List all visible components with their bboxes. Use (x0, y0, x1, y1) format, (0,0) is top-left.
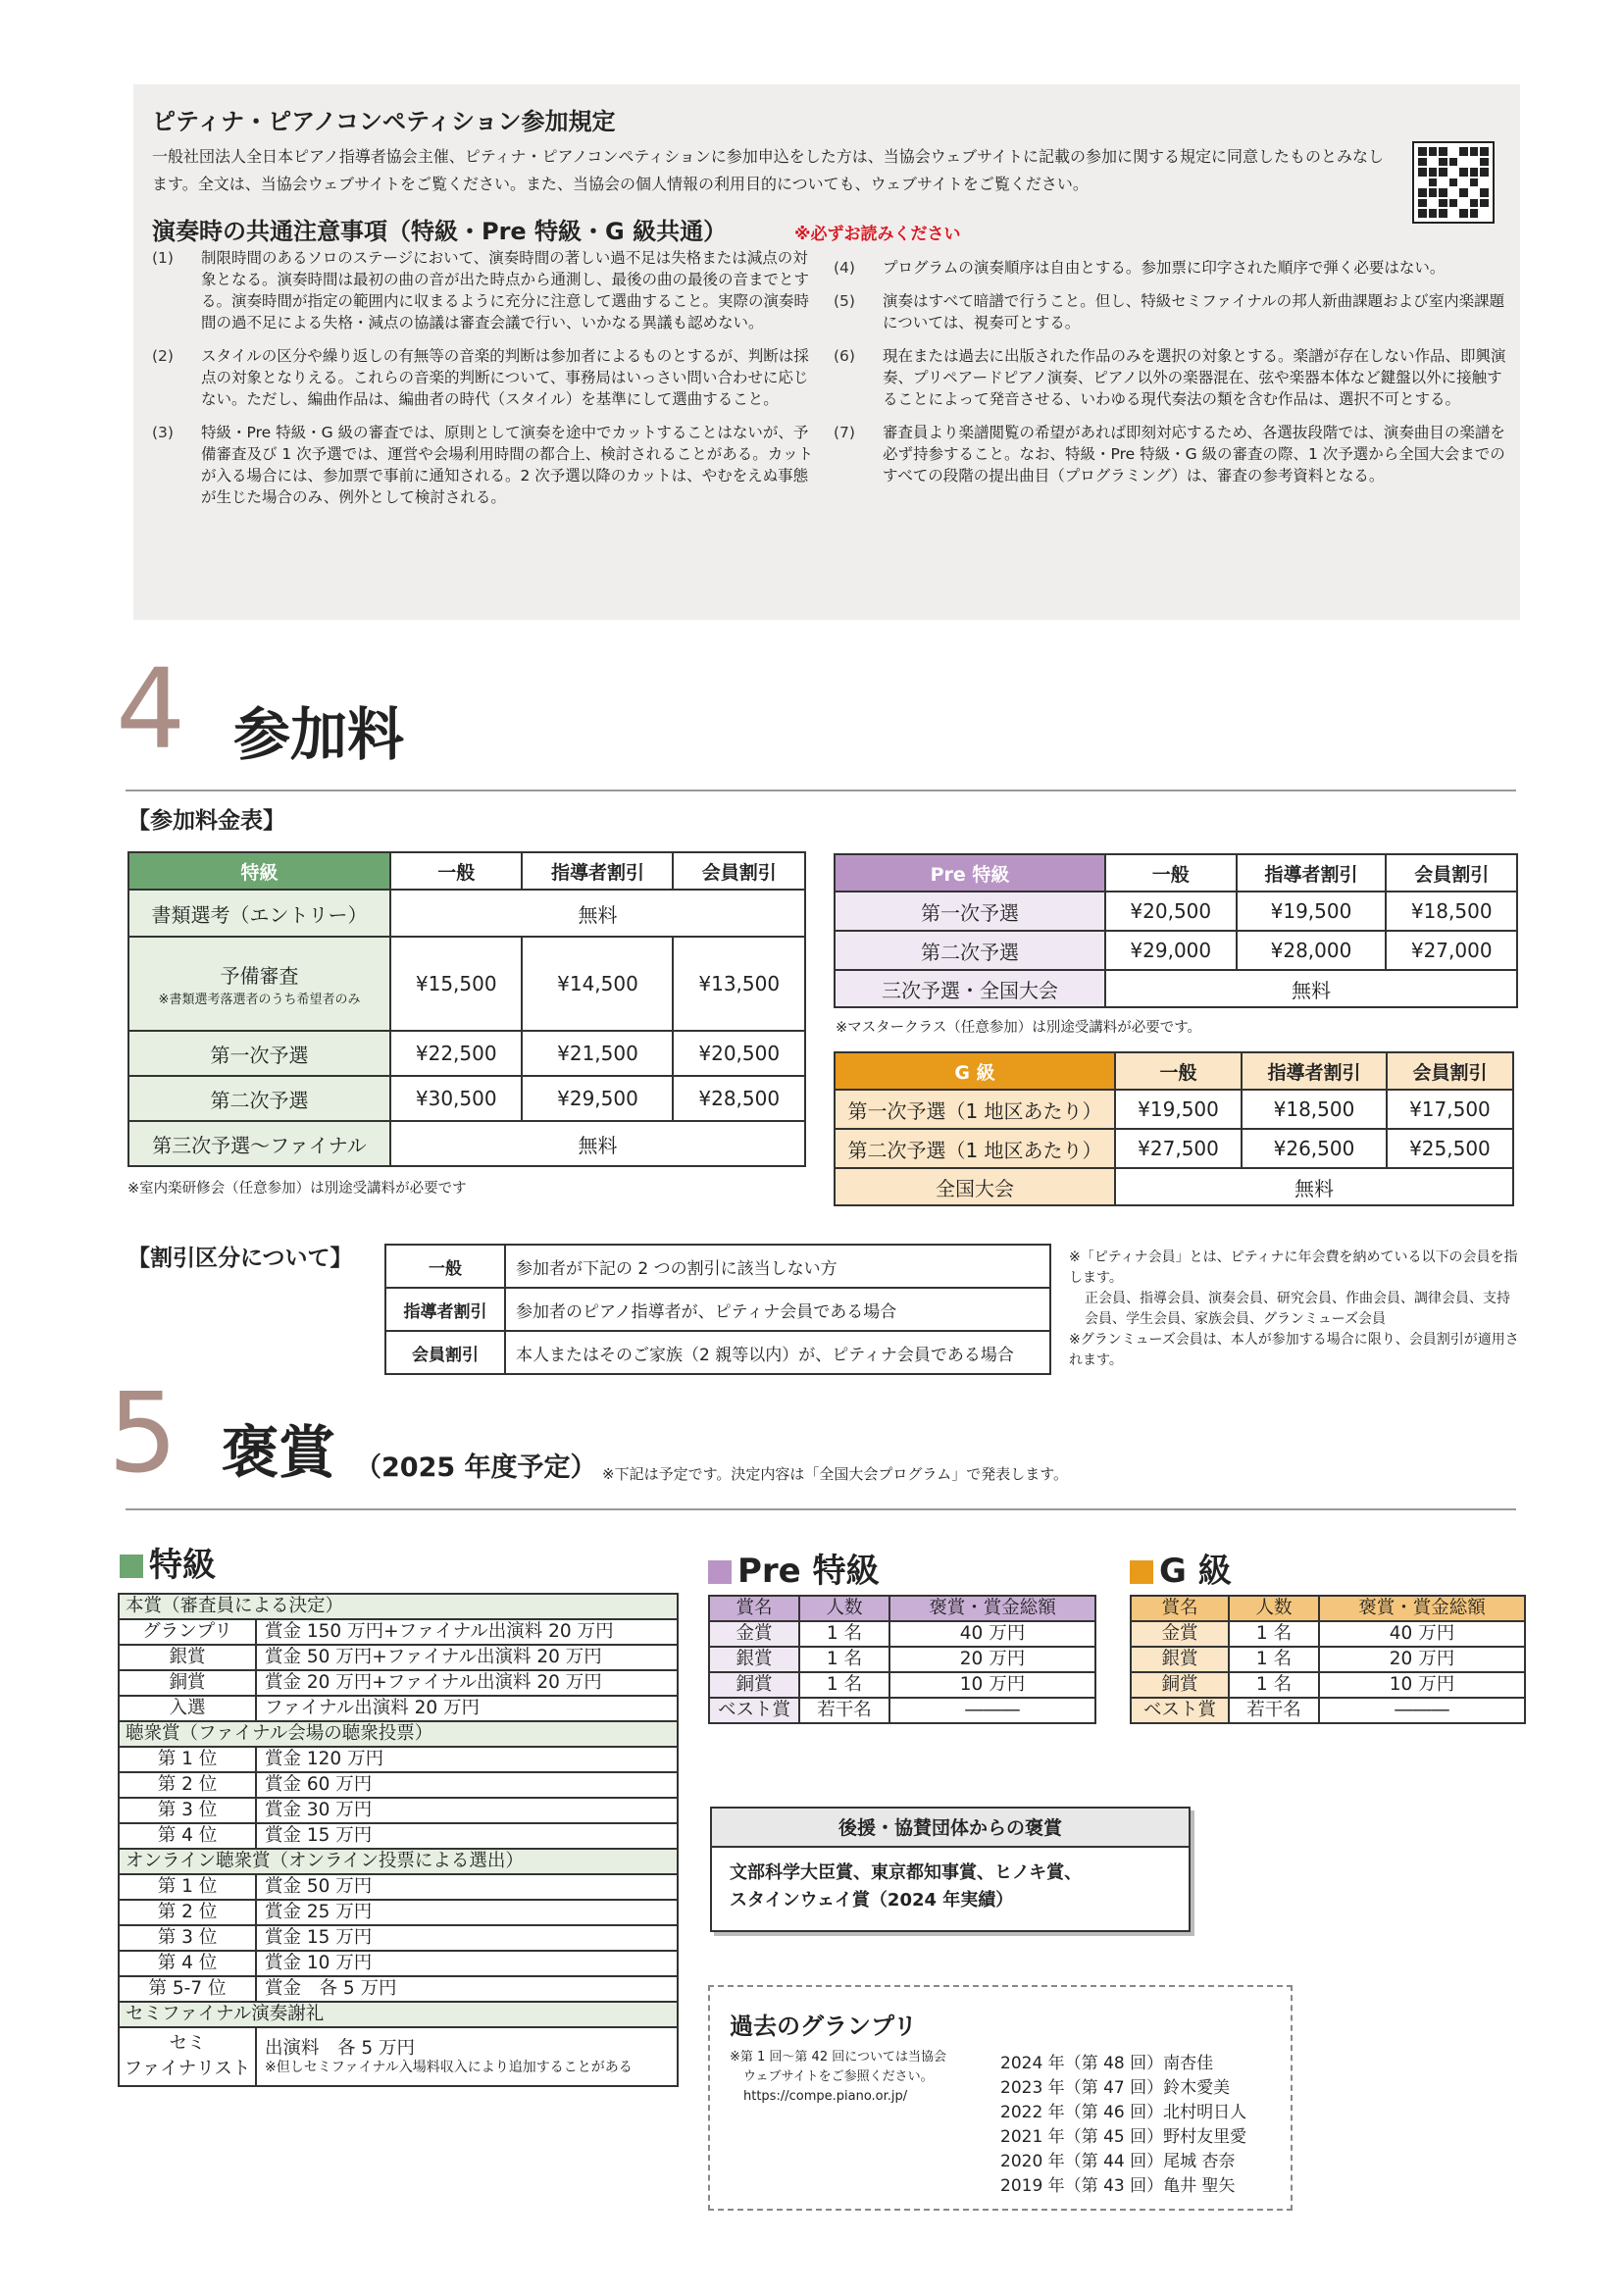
row-label: 第三次予選～ファイナル (128, 1121, 390, 1166)
pre-award-table (708, 1595, 1096, 1724)
fee-cell: ¥25,500 (1387, 1129, 1513, 1168)
award-name: ベスト賞 (1131, 1698, 1229, 1723)
award-count: 1 名 (799, 1621, 889, 1647)
award-name: セミ ファイナリスト (119, 2027, 256, 2086)
col-member: 会員割引 (1386, 854, 1517, 892)
fee-cell: ¥30,500 (390, 1076, 522, 1121)
fee-cell: ¥29,500 (522, 1076, 673, 1121)
award-count: 1 名 (1229, 1621, 1319, 1647)
award-prize: 10 万円 (889, 1672, 1095, 1698)
fee-cell: ¥20,500 (1105, 892, 1237, 931)
rules-title: ピティナ・ピアノコンペティション参加規定 (152, 108, 616, 135)
award-count: 1 名 (1229, 1647, 1319, 1672)
discount-table (384, 1244, 1051, 1375)
fee-cell: ¥18,500 (1386, 892, 1517, 931)
discount-desc: 本人またはそのご家族（2 親等以内）が、ピティナ会員である場合 (505, 1331, 1050, 1374)
fee-cell: ¥15,500 (390, 937, 522, 1031)
note-item: (6) 現在または過去に出版された作品のみを選択の対象とする。楽譜が存在しない作品、即興演奏、プリペアードピアノ演奏、ピアノ以外の楽器混在、弦や楽器本体など鍵盤以外に接触することによって発音させる、いわゆる現代奏法の類を含む作品は、選択不可とする。 (834, 347, 1506, 408)
pre-header: Pre 特級 (835, 854, 1105, 892)
notes-right-column (834, 257, 1510, 498)
col-general: 一般 (1105, 854, 1237, 892)
discount-key: 指導者割引 (385, 1288, 505, 1331)
common-notes-title: 演奏時の共通注意事項（特級・Pre 特級・G 級共通） (152, 218, 728, 245)
fee-cell: ¥28,500 (673, 1076, 805, 1121)
award-name: 第 1 位 (119, 1874, 256, 1900)
pre-award-heading: Pre 特級 (708, 1544, 880, 1592)
qr-code-icon (1412, 141, 1495, 224)
award-group-title: 本賞（審査員による決定） (119, 1594, 678, 1619)
col-count: 人数 (1229, 1596, 1319, 1621)
award-prize: 賞金 150 万円+ファイナル出演料 20 万円 (256, 1619, 678, 1645)
section-5-note: ※下記は予定です。決定内容は「全国大会プログラム」で発表します。 (602, 1465, 1069, 1483)
award-prize: ――― (889, 1698, 1095, 1723)
col-prize: 褒賞・賞金総額 (889, 1596, 1095, 1621)
col-teacher: 指導者割引 (1237, 854, 1387, 892)
section-4-title: 参加料 (233, 701, 405, 768)
row-label: 第一次予選（1 地区あたり） (835, 1090, 1115, 1129)
award-name: 第 4 位 (119, 1823, 256, 1849)
tokkyu-fee-table (127, 851, 806, 1167)
row-label: 書類選考（エントリー） (128, 890, 390, 937)
award-prize: 賞金 30 万円 (256, 1798, 678, 1823)
tokkyu-award-heading: 特級 (120, 1538, 216, 1586)
list-item: 2021 年（第 45 回）野村友里愛 (1000, 2127, 1247, 2147)
fee-cell: ¥19,500 (1115, 1090, 1242, 1129)
fee-cell: ¥20,500 (673, 1031, 805, 1076)
list-item: 2020 年（第 44 回）尾城 杏奈 (1000, 2152, 1236, 2171)
award-group-title: セミファイナル演奏謝礼 (119, 2002, 678, 2027)
g-header: G 級 (835, 1052, 1115, 1090)
award-count: 1 名 (799, 1647, 889, 1672)
col-award: 賞名 (709, 1596, 799, 1621)
past-grandprix-box (708, 1985, 1293, 2211)
award-prize: 40 万円 (889, 1621, 1095, 1647)
award-prize: ――― (1319, 1698, 1525, 1723)
row-label: 予備審査 ※書類選考落選者のうち希望者のみ (128, 937, 390, 1031)
award-name: 第 4 位 (119, 1951, 256, 1976)
rules-intro: 一般社団法人全日本ピアノ指導者協会主催、ピティナ・ピアノコンペティションに参加申込をした方は、当協会ウェブサイトに記載の参加に関する規定に同意したものとみなします。全文は、当協会ウェブサイトをご覧ください。また、当協会の個人情報の利用目的についても、ウェブサイトをご覧ください。 (152, 147, 1385, 193)
fee-cell: ¥13,500 (673, 937, 805, 1031)
award-group-title: オンライン聴衆賞（オンライン投票による選出） (119, 1849, 678, 1874)
award-name: 銅賞 (119, 1670, 256, 1696)
row-label: 全国大会 (835, 1168, 1115, 1205)
fee-table-label: 【参加料金表】 (127, 808, 285, 834)
award-count: 若干名 (1229, 1698, 1319, 1723)
note-item: (2) スタイルの区分や繰り返しの有無等の音楽的判断は参加者によるものとするが、判断は採点の対象となりえる。これらの音楽的判断について、事務局はいっさい問い合わせに応じない。ただし、編曲作品は、編曲者の時代（スタイル）を基準にして選曲すること。 (152, 347, 809, 408)
award-name: 銅賞 (709, 1672, 799, 1698)
section-5-year: （2025 年度予定） (355, 1453, 597, 1483)
list-item: 2019 年（第 43 回）亀井 聖矢 (1000, 2176, 1236, 2196)
row-label: 第一次予選 (128, 1031, 390, 1076)
g-award-heading: G 級 (1130, 1544, 1232, 1592)
support-award-title: 後援・協賛団体からの褒賞 (712, 1809, 1189, 1848)
award-count: 若干名 (799, 1698, 889, 1723)
note-item: (3) 特級・Pre 特級・G 級の審査では、原則として演奏を途中でカットすることはないが、予備審査及び 1 次予選では、運営や会場利用時間の都合上、検討されることがある。カットが入る場合には、参加票で事前に通知される。2 次予選以降のカットは、やむをえぬ事態が生じた場合のみ、例外として検討される。 (152, 424, 814, 506)
award-name: 入選 (119, 1696, 256, 1721)
fee-cell: ¥26,500 (1242, 1129, 1387, 1168)
award-prize: 賞金 15 万円 (256, 1823, 678, 1849)
discount-key: 一般 (385, 1245, 505, 1288)
past-grandprix-list (1000, 2052, 1246, 2199)
award-name: ベスト賞 (709, 1698, 799, 1723)
support-award-body: 文部科学大臣賞、東京都知事賞、ヒノキ賞、 スタインウェイ賞（2024 年実績） (730, 1862, 1083, 1911)
award-name: 銀賞 (1131, 1647, 1229, 1672)
fee-cell: ¥27,500 (1115, 1129, 1242, 1168)
award-name: 第 3 位 (119, 1925, 256, 1951)
note-item: (7) 審査員より楽譜閲覧の希望があれば即刻対応するため、各選抜段階では、演奏曲目の楽譜を必ず持参すること。なお、特級・Pre 特級・G 級の審査の際、1 次予選から全国大会までのすべての段階の提出曲目（プログラミング）は、審査の参考資料となる。 (834, 424, 1505, 484)
list-item: 2024 年（第 48 回）南杏佳 (1000, 2054, 1214, 2073)
award-prize: 賞金 60 万円 (256, 1772, 678, 1798)
pre-fee-note: ※マスタークラス（任意参加）は別途受講料が必要です。 (836, 1020, 1202, 1036)
col-general: 一般 (390, 852, 522, 890)
fee-cell: ¥22,500 (390, 1031, 522, 1076)
award-name: 銀賞 (709, 1647, 799, 1672)
award-prize: 40 万円 (1319, 1621, 1525, 1647)
fee-cell: ¥17,500 (1387, 1090, 1513, 1129)
section-5-number: 5 (108, 1370, 178, 1498)
fee-cell: ¥27,000 (1386, 931, 1517, 970)
row-label: 三次予選・全国大会 (835, 970, 1105, 1007)
award-prize: 賞金 20 万円+ファイナル出演料 20 万円 (256, 1670, 678, 1696)
fee-free: 無料 (390, 890, 805, 937)
fee-cell: ¥21,500 (522, 1031, 673, 1076)
purple-square-icon (708, 1560, 732, 1584)
note-item: (5) 演奏はすべて暗譜で行うこと。但し、特級セミファイナルの邦人新曲課題および室内楽課題については、視奏可とする。 (834, 292, 1505, 331)
award-name: 第 5-7 位 (119, 1976, 256, 2002)
award-prize: 賞金 15 万円 (256, 1925, 678, 1951)
discount-desc: 参加者が下記の 2 つの割引に該当しない方 (505, 1245, 1050, 1288)
row-label: 第二次予選 (128, 1076, 390, 1121)
fee-cell: ¥28,000 (1237, 931, 1387, 970)
col-general: 一般 (1115, 1052, 1242, 1090)
col-prize: 褒賞・賞金総額 (1319, 1596, 1525, 1621)
award-name: グランプリ (119, 1619, 256, 1645)
orange-square-icon (1130, 1560, 1153, 1584)
award-prize: 賞金 120 万円 (256, 1747, 678, 1772)
award-prize: 20 万円 (1319, 1647, 1525, 1672)
discount-key: 会員割引 (385, 1331, 505, 1374)
row-label: 第一次予選 (835, 892, 1105, 931)
tokkyu-award-table (118, 1593, 679, 2087)
award-prize: 賞金 各 5 万円 (256, 1976, 678, 2002)
list-item: 2023 年（第 47 回）鈴木愛美 (1000, 2078, 1231, 2098)
fee-cell: ¥19,500 (1237, 892, 1387, 931)
col-teacher: 指導者割引 (522, 852, 673, 890)
col-award: 賞名 (1131, 1596, 1229, 1621)
section-4-number: 4 (116, 646, 186, 774)
fee-free: 無料 (1115, 1168, 1513, 1205)
note-item: (4) プログラムの演奏順序は自由とする。参加票に印字された順序で弾く必要はない。 (834, 259, 1446, 277)
green-square-icon (120, 1555, 143, 1578)
award-prize: 賞金 25 万円 (256, 1900, 678, 1925)
award-name: 第 2 位 (119, 1900, 256, 1925)
award-name: 銀賞 (119, 1645, 256, 1670)
tokkyu-header: 特級 (128, 852, 390, 890)
award-count: 1 名 (799, 1672, 889, 1698)
award-prize: 賞金 50 万円+ファイナル出演料 20 万円 (256, 1645, 678, 1670)
g-award-table (1130, 1595, 1526, 1724)
list-item: 2022 年（第 46 回）北村明日人 (1000, 2103, 1247, 2122)
fee-cell: ¥29,000 (1105, 931, 1237, 970)
fee-cell: ¥18,500 (1242, 1090, 1387, 1129)
section-5-divider (126, 1508, 1516, 1510)
award-prize: 出演料 各 5 万円 ※但しセミファイナル入場料収入により追加することがある (256, 2027, 678, 2086)
col-count: 人数 (799, 1596, 889, 1621)
tokkyu-fee-note: ※室内楽研修会（任意参加）は別途受講料が必要です (127, 1181, 467, 1197)
support-award-box (710, 1807, 1191, 1932)
must-read-note: ※必ずお読みください (794, 225, 961, 244)
award-name: 第 3 位 (119, 1798, 256, 1823)
award-name: 金賞 (709, 1621, 799, 1647)
past-grandprix-title: 過去のグランプリ (730, 2013, 918, 2040)
note-item: (1) 制限時間のあるソロのステージにおいて、演奏時間の著しい過不足は失格または減点の対象となる。演奏時間は最初の曲の音が出た時点から通測し、最後の曲の最後の音までとする。演奏時間が指定の範囲内に収まるように充分に注意して選曲すること。実際の演奏時間の過不足による失格・減点の協議は審査会議で行い、いかなる異議も認めない。 (152, 249, 810, 331)
discount-label: 【割引区分について】 (127, 1246, 353, 1271)
fee-free: 無料 (390, 1121, 805, 1166)
award-prize: 20 万円 (889, 1647, 1095, 1672)
pre-fee-table (834, 853, 1518, 1008)
fee-free: 無料 (1105, 970, 1517, 1007)
fee-cell: ¥14,500 (522, 937, 673, 1031)
discount-desc: 参加者のピアノ指導者が、ピティナ会員である場合 (505, 1288, 1050, 1331)
award-count: 1 名 (1229, 1672, 1319, 1698)
row-label: 第二次予選 (835, 931, 1105, 970)
section-5-title: 褒賞 (222, 1419, 336, 1486)
award-name: 銅賞 (1131, 1672, 1229, 1698)
award-name: 第 1 位 (119, 1747, 256, 1772)
row-label: 第二次予選（1 地区あたり） (835, 1129, 1115, 1168)
section-4-divider (126, 790, 1516, 791)
award-name: 第 2 位 (119, 1772, 256, 1798)
award-prize: 賞金 10 万円 (256, 1951, 678, 1976)
col-member: 会員割引 (673, 852, 805, 890)
award-prize: ファイナル出演料 20 万円 (256, 1696, 678, 1721)
award-prize: 10 万円 (1319, 1672, 1525, 1698)
member-note: ※「ピティナ会員」とは、ピティナに年会費を納めている以下の会員を指します。 正会員、指導会員、演奏会員、研究会員、作曲会員、調律会員、支持会員、学生会員、家族会員、グランミューズ会員 ※グランミューズ会員は、本人が参加する場合に限り、会員割引が適用されます。 (1069, 1249, 1519, 1368)
col-member: 会員割引 (1387, 1052, 1513, 1090)
notes-left-column (152, 247, 819, 520)
g-fee-table (834, 1051, 1514, 1206)
col-teacher: 指導者割引 (1242, 1052, 1387, 1090)
award-prize: 賞金 50 万円 (256, 1874, 678, 1900)
past-grandprix-note: ※第 1 回～第 42 回については当協会 ウェブサイトをご参照ください。 https://compe.piano.or.jp/ (730, 2050, 946, 2104)
award-name: 金賞 (1131, 1621, 1229, 1647)
award-group-title: 聴衆賞（ファイナル会場の聴衆投票） (119, 1721, 678, 1747)
